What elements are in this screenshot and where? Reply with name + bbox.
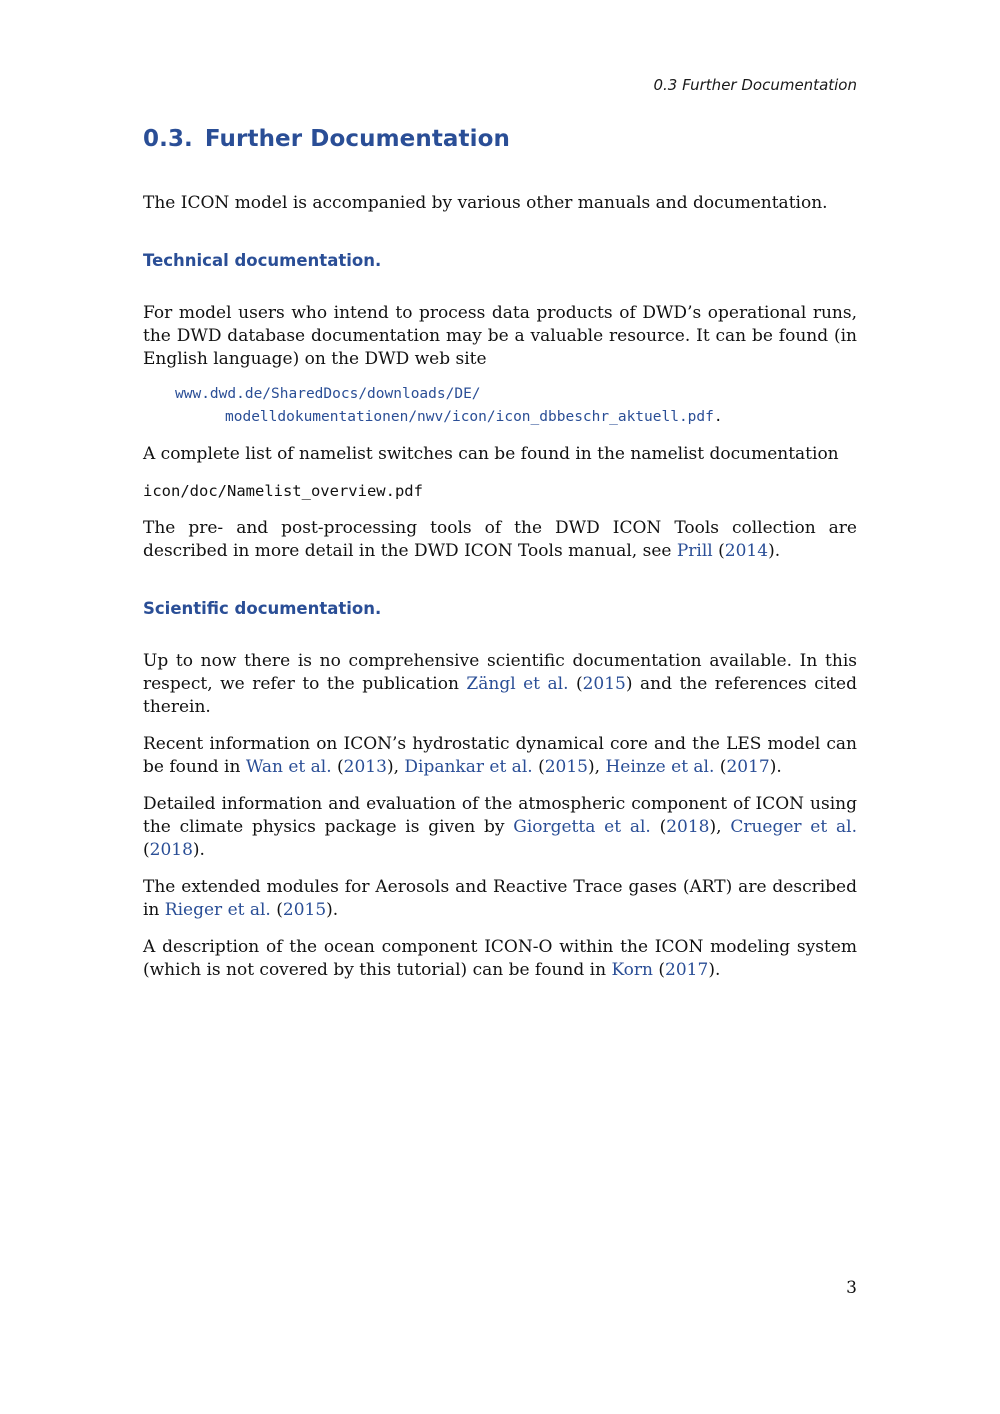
citation-giorgetta-year[interactable]: 2018 xyxy=(666,817,710,837)
section-title-text: Further Documentation xyxy=(204,126,510,152)
citation-korn-year[interactable]: 2017 xyxy=(665,960,709,980)
citation-prill[interactable]: Prill xyxy=(676,541,713,561)
citation-rieger[interactable]: Rieger et al. xyxy=(164,900,271,920)
tech-p3-end: ). xyxy=(768,541,781,561)
sci-p4-text: The extended modules for Aerosols and Reactive Trace gases (ART) are described in xyxy=(143,877,857,920)
citation-giorgetta[interactable]: Giorgetta et al. xyxy=(513,817,651,837)
citation-wan-year[interactable]: 2013 xyxy=(343,757,387,777)
citation-wan[interactable]: Wan et al. xyxy=(245,757,332,777)
citation-dipankar[interactable]: Dipankar et al. xyxy=(404,757,533,777)
scientific-paragraph-2: Recent information on ICON’s hydrostatic dynamical core and the LES model can be found in Wan et al. (2013), Dipankar et al. (2015), Heinze et al. (2017). xyxy=(143,734,857,777)
citation-heinze[interactable]: Heinze et al. xyxy=(605,757,715,777)
scientific-paragraph-4: The extended modules for Aerosols and Reactive Trace gases (ART) are described in Rieger et al. (2015). xyxy=(143,877,857,920)
tech-p3-text: The pre- and post-processing tools of the DWD ICON Tools collection are described in more detail in the DWD ICON Tools manual, see xyxy=(143,518,857,561)
body-column xyxy=(143,126,857,996)
citation-prill-year[interactable]: 2014 xyxy=(724,541,769,561)
section-number: 0.3. xyxy=(143,126,193,152)
citation-korn[interactable]: Korn xyxy=(611,960,653,980)
url-line-2-wrap xyxy=(175,406,857,429)
running-head: 0.3 Further Documentation xyxy=(653,76,857,94)
citation-dipankar-year[interactable]: 2015 xyxy=(544,757,588,777)
scientific-paragraph-3: Detailed information and evaluation of the atmospheric component of ICON using the climate physics package is given by Giorgetta et al. (2018), Crueger et al. (2018). xyxy=(143,794,857,860)
sci-p1-end: ) and the references cited therein. xyxy=(143,674,857,717)
url-line-2[interactable]: modelldokumentationen/nwv/icon/icon_dbbeschr_aktuell.pdf xyxy=(225,409,714,425)
url-period: . xyxy=(713,409,723,425)
url-line-1[interactable]: www.dwd.de/SharedDocs/downloads/DE/ xyxy=(175,386,481,402)
citation-crueger-year[interactable]: 2018 xyxy=(149,840,193,860)
technical-heading: Technical documentation. xyxy=(143,251,382,270)
sci-p2-text: Recent information on ICON’s hydrostatic dynamical core and the LES model can be found in xyxy=(143,734,857,777)
section-title xyxy=(143,126,857,152)
intro-paragraph: The ICON model is accompanied by various other manuals and documentation. xyxy=(143,193,828,213)
citation-heinze-year[interactable]: 2017 xyxy=(726,757,770,777)
sci-p5-text: A description of the ocean component ICON-O within the ICON modeling system (which is not covered by this tutorial) can be found in xyxy=(143,937,857,980)
sci-p1-text: Up to now there is no comprehensive scientific documentation available. In this respect, we refer to the publication xyxy=(143,651,857,694)
scientific-paragraph-1: Up to now there is no comprehensive scientific documentation available. In this respect, we refer to the publication Zängl et al. (2015) and the references cited therein. xyxy=(143,651,857,717)
technical-paragraph-3: The pre- and post-processing tools of the DWD ICON Tools collection are described in more detail in the DWD ICON Tools manual, see Prill (2014). xyxy=(143,518,857,561)
citation-rieger-year[interactable]: 2015 xyxy=(282,900,327,920)
scientific-heading: Scientific documentation. xyxy=(143,599,382,618)
technical-paragraph-2: A complete list of namelist switches can be found in the namelist documentation xyxy=(143,444,839,464)
dwd-url-link[interactable] xyxy=(175,383,857,429)
scientific-paragraph-5: A description of the ocean component ICON-O within the ICON modeling system (which is not covered by this tutorial) can be found in Korn (2017). xyxy=(143,937,857,980)
citation-zaengl-year[interactable]: 2015 xyxy=(582,674,626,694)
namelist-path: icon/doc/Namelist_overview.pdf xyxy=(143,482,423,500)
citation-crueger[interactable]: Crueger et al. xyxy=(730,817,857,837)
page-number: 3 xyxy=(846,1278,857,1298)
citation-zaengl[interactable]: Zängl et al. xyxy=(466,674,569,694)
sci-p3-text: Detailed information and evaluation of the atmospheric component of ICON using the climate physics package is given by xyxy=(143,794,857,837)
technical-paragraph-1: For model users who intend to process data products of DWD’s operational runs, the DWD database documentation may be a valuable resource. It can be found (in English language) on the DWD web site xyxy=(143,303,857,369)
